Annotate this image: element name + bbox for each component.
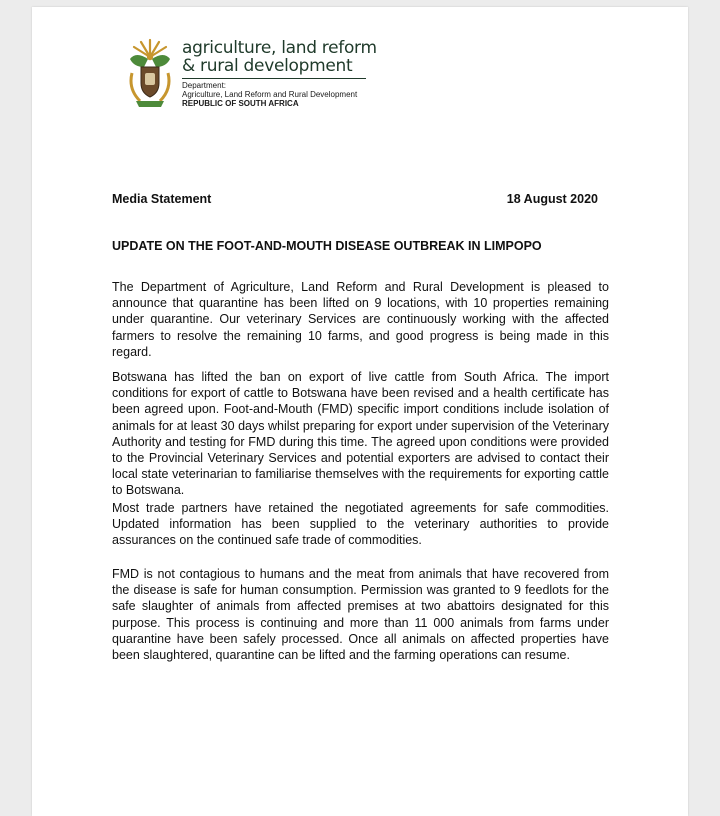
brand-block [182,39,382,108]
dept-name: Agriculture, Land Reform and Rural Development [182,90,358,99]
body-paragraph: Botswana has lifted the ban on export of live cattle from South Africa. The import conditions for export of cattle to Botswana have been revised and a health certificate has been agreed upon. Foot-and-Mouth (FMD) specific import conditions include isolation of animals for at least 30 days whilst preparing for export under supervision of the Veterinary Authority and testing for FMD during this time. The agreed upon conditions were provided to the Provincial Veterinary Services and potential exporters are advised to contact their local state veterinarian to familiarise themselves with the requirements for exporting cattle to Botswana. [112,370,609,498]
statement-header [112,192,598,206]
statement-title: UPDATE ON THE FOOT-AND-MOUTH DISEASE OUTBREAK IN LIMPOPO [112,239,542,253]
dept-label: Department: [182,81,227,90]
letterhead [126,37,386,117]
document-page [32,7,688,816]
body-paragraph: Most trade partners have retained the negotiated agreements for safe commodities. Updated information has been supplied to the veterinary authorities to provide assurances on the continued safe trade of commodities. [112,501,609,548]
brand-divider [182,78,366,79]
country-name: REPUBLIC OF SOUTH AFRICA [182,99,299,108]
brand-name-line-1: agriculture, land reform [182,38,377,58]
statement-type: Media Statement [112,192,212,206]
brand-name-line-2: & rural development [182,56,353,76]
coat-of-arms-icon [126,37,174,109]
body-paragraph: The Department of Agriculture, Land Reform and Rural Development is pleased to announce that quarantine has been lifted on 9 locations, with 10 properties remaining under quarantine. Our veterinary Services are continuously working with the affected farmers to resolve the remaining 10 farms, and good progress is being made in this regard. [112,280,609,359]
statement-date: 18 August 2020 [506,192,598,206]
body-paragraph: FMD is not contagious to humans and the meat from animals that have recovered from the disease is safe for human consumption. Permission was granted to 9 feedlots for the safe slaughter of animals from affected premises at two abattoirs designated for this purpose. This process is continuing and more than 11 000 animals from farms under quarantine have been safely processed. Once all animals on affected properties have been slaughtered, quarantine can be lifted and the farming operations can resume. [112,567,609,663]
